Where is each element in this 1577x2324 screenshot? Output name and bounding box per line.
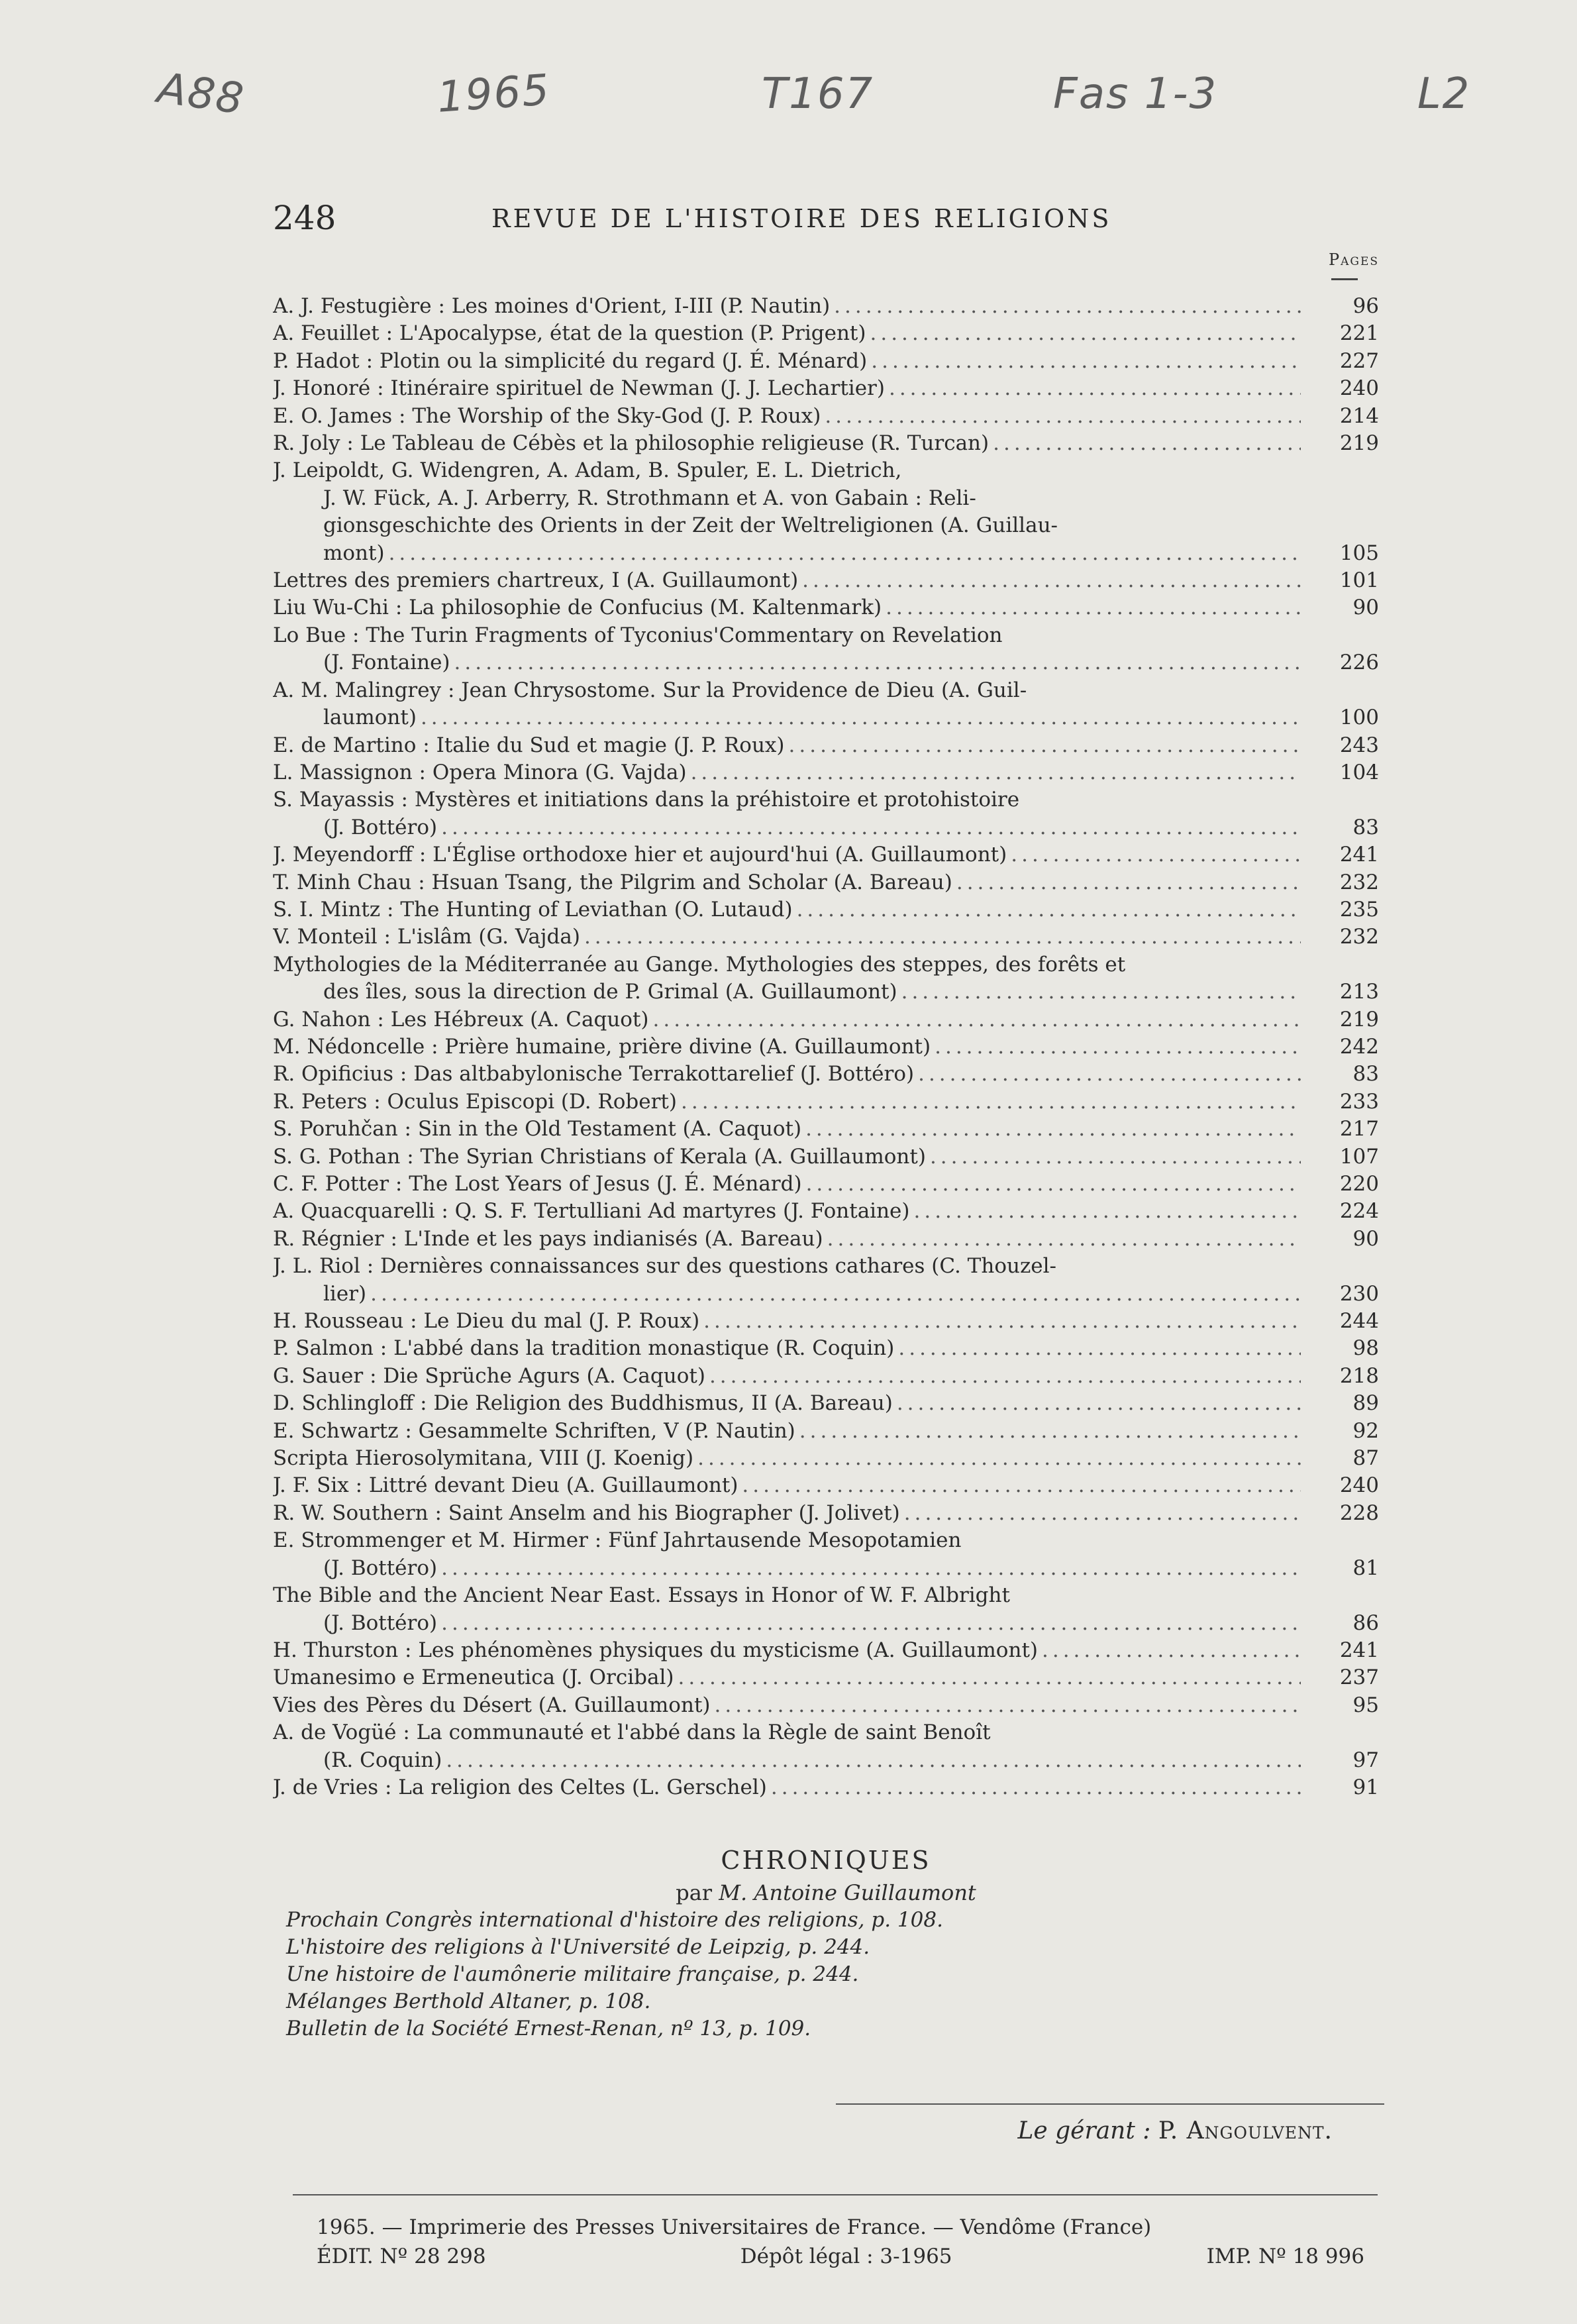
index-entry	[273, 1637, 1379, 1664]
dot-leader	[674, 1664, 1301, 1691]
index-entry	[273, 320, 1379, 347]
entry-page: 219	[1339, 431, 1379, 456]
dot-leader	[366, 1281, 1301, 1308]
dot-leader	[1038, 1637, 1301, 1664]
index-entry	[273, 951, 1379, 1006]
dot-leader	[699, 1308, 1301, 1335]
index-entry	[273, 896, 1379, 924]
pages-column-label: Pages	[1328, 250, 1379, 269]
entry-page: 237	[1339, 1665, 1379, 1690]
entry-text: P. Hadot : Plotin ou la simplicité du regard (J. É. Ménard)	[273, 348, 868, 373]
entry-text: Mythologies de la Méditerranée au Gange. Mythologies des steppes, des forêts et	[273, 952, 1126, 977]
imprint-line: 1965. — Imprimerie des Presses Universitaires de France. — Vendôme (France)	[317, 2215, 1152, 2239]
entry-page: 241	[1339, 843, 1379, 867]
entry-page: 230	[1339, 1281, 1379, 1306]
entry-text: Liu Wu-Chi : La philosophie de Confucius (M. Kaltenmark)	[273, 596, 882, 620]
dot-leader	[910, 1198, 1301, 1225]
entry-text: S. Mayassis : Mystères et initiations dans la préhistoire et protohistoire	[273, 788, 1020, 812]
entry-text: A. M. Malingrey : Jean Chrysostome. Sur la Providence de Dieu (A. Guil-	[273, 678, 1027, 702]
gerant-line	[836, 2117, 1333, 2144]
entry-text: E. Schwartz : Gesammelte Schriften, V (P. Nautin)	[273, 1418, 795, 1443]
chronique-item: Prochain Congrès international d'histoire des religions, p. 108.	[286, 1908, 943, 1932]
entry-page: 100	[1339, 706, 1379, 730]
index-entry	[273, 1664, 1379, 1691]
entry-text: A. Feuillet : L'Apocalypse, état de la question (P. Prigent)	[273, 321, 866, 346]
entry-page: 86	[1352, 1611, 1379, 1635]
dot-leader	[821, 403, 1301, 430]
index-entry	[273, 1692, 1379, 1719]
entry-page: 214	[1339, 403, 1379, 428]
entry-text: mont)	[323, 541, 385, 565]
entry-page: 107	[1339, 1144, 1379, 1169]
gerant-name: P. Angoulvent.	[1158, 2117, 1333, 2144]
chronique-item: Une histoire de l'aumônerie militaire française, p. 244.	[286, 1962, 859, 1986]
index-entry	[273, 1088, 1379, 1116]
dot-leader	[894, 1335, 1301, 1362]
entry-page: 220	[1339, 1172, 1379, 1196]
dot-leader	[885, 375, 1301, 402]
page-number: 248	[273, 199, 336, 237]
index-entry	[273, 1418, 1379, 1445]
entry-text: L. Massignon : Opera Minora (G. Vajda)	[273, 760, 687, 784]
index-entry	[273, 1582, 1379, 1637]
chroniques-title: CHRONIQUES	[721, 1846, 931, 1875]
entry-text: Umanesimo e Ermeneutica (J. Orcibal)	[273, 1665, 674, 1690]
dot-leader	[830, 293, 1301, 320]
dot-leader	[417, 704, 1301, 731]
entry-text: (J. Fontaine)	[323, 651, 450, 675]
entry-text: M. Nédoncelle : Prière humaine, prière divine (A. Guillaumont)	[273, 1034, 931, 1059]
entry-page: 226	[1339, 651, 1379, 675]
chronique-item: Bulletin de la Société Ernest-Renan, nº 13, p. 109.	[286, 2017, 811, 2040]
running-header	[273, 199, 1379, 245]
index-entry	[273, 1308, 1379, 1335]
dot-leader	[693, 1445, 1301, 1472]
dot-leader	[705, 1363, 1301, 1390]
entry-page: 244	[1339, 1309, 1379, 1334]
entry-text: J. L. Riol : Dernières connaissances sur des questions cathares (C. Thouzel-	[273, 1254, 1057, 1279]
index-entry	[273, 1116, 1379, 1143]
dot-leader	[798, 567, 1301, 594]
entry-page: 95	[1352, 1693, 1379, 1717]
author-prefix: par	[676, 1880, 713, 1905]
entry-text: G. Sauer : Die Sprüche Agurs (A. Caquot)	[273, 1363, 705, 1388]
index-entry	[273, 759, 1379, 786]
handwritten-note: T167	[762, 70, 874, 119]
index-entry	[273, 1226, 1379, 1253]
entry-page: 242	[1339, 1034, 1379, 1059]
index-entry	[273, 869, 1379, 896]
entry-page: 232	[1339, 925, 1379, 949]
entry-text: A. Quacquarelli : Q. S. F. Tertulliani Ad martyres (J. Fontaine)	[273, 1199, 910, 1224]
index-entry	[273, 1171, 1379, 1198]
entry-page: 221	[1339, 321, 1379, 346]
entry-text: D. Schlingloff : Die Religion des Buddhismus, II (A. Bareau)	[273, 1391, 893, 1416]
review-index-list	[273, 293, 1379, 1801]
dot-leader	[893, 1390, 1301, 1417]
journal-title: REVUE DE L'HISTOIRE DES RELIGIONS	[491, 204, 1112, 233]
entry-text: gionsgeschichte des Orients in der Zeit der Weltreligionen (A. Guillau-	[323, 513, 1058, 538]
dot-leader	[649, 1006, 1301, 1033]
entry-text: (J. Bottéro)	[323, 1611, 438, 1635]
index-entry	[273, 1527, 1379, 1582]
dot-leader	[450, 649, 1301, 676]
entry-page: 83	[1352, 1062, 1379, 1086]
entry-text: Scripta Hierosolymitana, VIII (J. Koenig)	[273, 1446, 694, 1471]
entry-text: R. W. Southern : Saint Anselm and his Biographer (J. Jolivet)	[273, 1501, 900, 1525]
entry-text: H. Thurston : Les phénomènes physiques du mysticisme (A. Guillaumont)	[273, 1638, 1038, 1662]
entry-text: V. Monteil : L'islâm (G. Vajda)	[273, 925, 580, 949]
chronique-item: Mélanges Berthold Altaner, p. 108.	[286, 1989, 651, 2013]
entry-text: E. Strommenger et M. Hirmer : Fünf Jahrtausende Mesopotamien	[273, 1528, 962, 1553]
entry-text: H. Rousseau : Le Dieu du mal (J. P. Roux)	[273, 1309, 700, 1334]
dot-leader	[1007, 841, 1301, 869]
dot-leader	[823, 1226, 1301, 1253]
index-entry	[273, 1390, 1379, 1417]
entry-text: J. Meyendorff : L'Église orthodoxe hier et aujourd'hui (A. Guillaumont)	[273, 843, 1007, 867]
entry-page: 104	[1339, 760, 1379, 784]
entry-text: S. Poruhčan : Sin in the Old Testament (A. Caquot)	[273, 1117, 802, 1141]
dot-leader	[437, 814, 1301, 841]
entry-page: 213	[1339, 980, 1379, 1004]
entry-page: 83	[1352, 815, 1379, 839]
entry-page: 240	[1339, 1473, 1379, 1498]
index-entry	[273, 1500, 1379, 1527]
entry-text: R. Régnier : L'Inde et les pays indianisés (A. Bareau)	[273, 1226, 823, 1251]
chroniques-author-line	[273, 1880, 1379, 1905]
entry-text: P. Salmon : L'abbé dans la tradition monastique (R. Coquin)	[273, 1336, 895, 1361]
entry-page: 91	[1352, 1775, 1379, 1799]
dot-leader	[711, 1692, 1301, 1719]
entry-page: 87	[1352, 1446, 1379, 1471]
entry-page: 81	[1352, 1556, 1379, 1580]
entry-page: 224	[1339, 1199, 1379, 1224]
entry-text: The Bible and the Ancient Near East. Essays in Honor of W. F. Albright	[273, 1583, 1010, 1608]
entry-text: R. Joly : Le Tableau de Cébès et la philosophie religieuse (R. Turcan)	[273, 431, 990, 456]
entry-text: R. Opificius : Das altbabylonische Terrakottarelief (J. Bottéro)	[273, 1062, 915, 1086]
edit-number: ÉDIT. Nº 28 298	[317, 2245, 486, 2268]
entry-page: 219	[1339, 1007, 1379, 1031]
index-entry	[273, 457, 1379, 567]
entry-page: 89	[1352, 1391, 1379, 1416]
dot-leader	[785, 732, 1301, 759]
dot-leader	[442, 1747, 1301, 1774]
entry-text: A. J. Festugière : Les moines d'Orient, I-III (P. Nautin)	[273, 294, 831, 318]
entry-page: 97	[1352, 1748, 1379, 1772]
entry-page: 101	[1339, 568, 1379, 593]
entry-text: E. O. James : The Worship of the Sky-God (J. P. Roux)	[273, 403, 821, 428]
entry-text: Lettres des premiers chartreux, I (A. Guillaumont)	[273, 568, 799, 593]
entry-text: J. de Vries : La religion des Celtes (L. Gerschel)	[273, 1775, 767, 1799]
entry-page: 240	[1339, 376, 1379, 401]
index-entry	[273, 677, 1379, 732]
entry-page: 96	[1352, 294, 1379, 318]
pages-dash	[1331, 278, 1358, 280]
entry-text: J. F. Six : Littré devant Dieu (A. Guillaumont)	[273, 1473, 738, 1498]
index-entry	[273, 1006, 1379, 1033]
entry-page: 232	[1339, 870, 1379, 894]
dot-leader	[687, 759, 1301, 786]
divider	[293, 2194, 1378, 2195]
entry-page: 90	[1352, 1226, 1379, 1251]
dot-leader	[802, 1171, 1301, 1198]
dot-leader	[866, 320, 1301, 347]
index-entry	[273, 403, 1379, 430]
entry-text: J. Honoré : Itinéraire spirituel de Newman (J. J. Lechartier)	[273, 376, 885, 401]
index-entry	[273, 430, 1379, 457]
entry-page: 233	[1339, 1089, 1379, 1114]
dot-leader	[914, 1061, 1301, 1088]
entry-text: E. de Martino : Italie du Sud et magie (J. P. Roux)	[273, 733, 785, 757]
dot-leader	[437, 1555, 1301, 1582]
index-entry	[273, 1774, 1379, 1801]
entry-text: T. Minh Chau : Hsuan Tsang, the Pilgrim and Scholar (A. Bareau)	[273, 870, 952, 894]
entry-text: (J. Bottéro)	[323, 815, 438, 839]
depot-legal: Dépôt légal : 3-1965	[740, 2245, 952, 2268]
entry-text: Lo Bue : The Turin Fragments of Tyconius'Commentary on Revelation	[273, 623, 1003, 647]
index-entry	[273, 1198, 1379, 1225]
entry-text: C. F. Potter : The Lost Years of Jesus (J. É. Ménard)	[273, 1172, 802, 1196]
index-entry	[273, 1363, 1379, 1390]
index-entry	[273, 1719, 1379, 1774]
entry-text: S. G. Pothan : The Syrian Christians of Kerala (A. Guillaumont)	[273, 1144, 926, 1169]
entry-text: (J. Bottéro)	[323, 1556, 438, 1580]
index-entry	[273, 1253, 1379, 1308]
entry-text: des îles, sous la direction de P. Grimal (A. Guillaumont)	[323, 980, 897, 1004]
index-entry	[273, 841, 1379, 869]
dot-leader	[677, 1088, 1301, 1116]
handwritten-note: Fas 1-3	[1053, 70, 1218, 119]
index-entry	[273, 594, 1379, 621]
index-entry	[273, 1472, 1379, 1499]
index-entry	[273, 1445, 1379, 1472]
dot-leader	[767, 1774, 1301, 1801]
entry-text: G. Nahon : Les Hébreux (A. Caquot)	[273, 1007, 649, 1031]
handwritten-note: 1965	[435, 66, 552, 123]
dot-leader	[931, 1033, 1301, 1061]
dot-leader	[900, 1500, 1301, 1527]
chronique-item: L'histoire des religions à l'Université de Leipzig, p. 244.	[286, 1935, 870, 1959]
entry-text: Vies des Pères du Désert (A. Guillaumont)	[273, 1693, 711, 1717]
dot-leader	[989, 430, 1301, 457]
entry-text: J. W. Fück, A. J. Arberry, R. Strothmann et A. von Gabain : Reli-	[323, 486, 976, 510]
index-entry	[273, 375, 1379, 402]
dot-leader	[385, 540, 1301, 567]
entry-page: 228	[1339, 1501, 1379, 1525]
entry-page: 235	[1339, 897, 1379, 922]
entry-page: 243	[1339, 733, 1379, 757]
dot-leader	[793, 896, 1301, 924]
index-entry	[273, 1335, 1379, 1362]
entry-text: S. I. Mintz : The Hunting of Leviathan (O. Lutaud)	[273, 897, 793, 922]
gerant-label: Le gérant :	[1017, 2117, 1151, 2144]
dot-leader	[801, 1116, 1301, 1143]
index-entry	[273, 348, 1379, 375]
dot-leader	[867, 348, 1301, 375]
entry-page: 92	[1352, 1418, 1379, 1443]
entry-text: R. Peters : Oculus Episcopi (D. Robert)	[273, 1089, 677, 1114]
index-entry	[273, 1061, 1379, 1088]
entry-text: (R. Coquin)	[323, 1748, 442, 1772]
index-entry	[273, 1033, 1379, 1061]
index-entry	[273, 786, 1379, 841]
dot-leader	[580, 924, 1301, 951]
index-entry	[273, 732, 1379, 759]
index-entry	[273, 622, 1379, 677]
handwritten-note: L2	[1417, 70, 1471, 119]
imprint	[317, 2213, 1364, 2271]
index-entry	[273, 924, 1379, 951]
index-entry	[273, 567, 1379, 594]
chroniques-author: M. Antoine Guillaumont	[719, 1880, 976, 1905]
dot-leader	[437, 1610, 1301, 1637]
entry-page: 90	[1352, 596, 1379, 620]
entry-text: J. Leipoldt, G. Widengren, A. Adam, B. Spuler, E. L. Dietrich,	[273, 458, 902, 483]
divider	[836, 2103, 1384, 2105]
dot-leader	[882, 594, 1301, 621]
imp-number: IMP. Nº 18 996	[1206, 2245, 1364, 2268]
chroniques-list	[286, 1907, 1280, 2042]
dot-leader	[952, 869, 1301, 896]
entry-page: 98	[1352, 1336, 1379, 1361]
entry-text: A. de Vogüé : La communauté et l'abbé dans la Règle de saint Benoît	[273, 1720, 991, 1745]
entry-page: 105	[1339, 541, 1379, 565]
entry-page: 218	[1339, 1363, 1379, 1388]
entry-page: 227	[1339, 348, 1379, 373]
entry-page: 241	[1339, 1638, 1379, 1662]
dot-leader	[738, 1472, 1301, 1499]
dot-leader	[795, 1418, 1301, 1445]
dot-leader	[926, 1143, 1301, 1171]
index-entry	[273, 1143, 1379, 1171]
entry-text: laumont)	[323, 706, 417, 730]
dot-leader	[897, 978, 1301, 1006]
entry-text: lier)	[323, 1281, 367, 1306]
index-entry	[273, 293, 1379, 320]
entry-page: 217	[1339, 1117, 1379, 1141]
handwritten-note: A88	[154, 64, 248, 125]
